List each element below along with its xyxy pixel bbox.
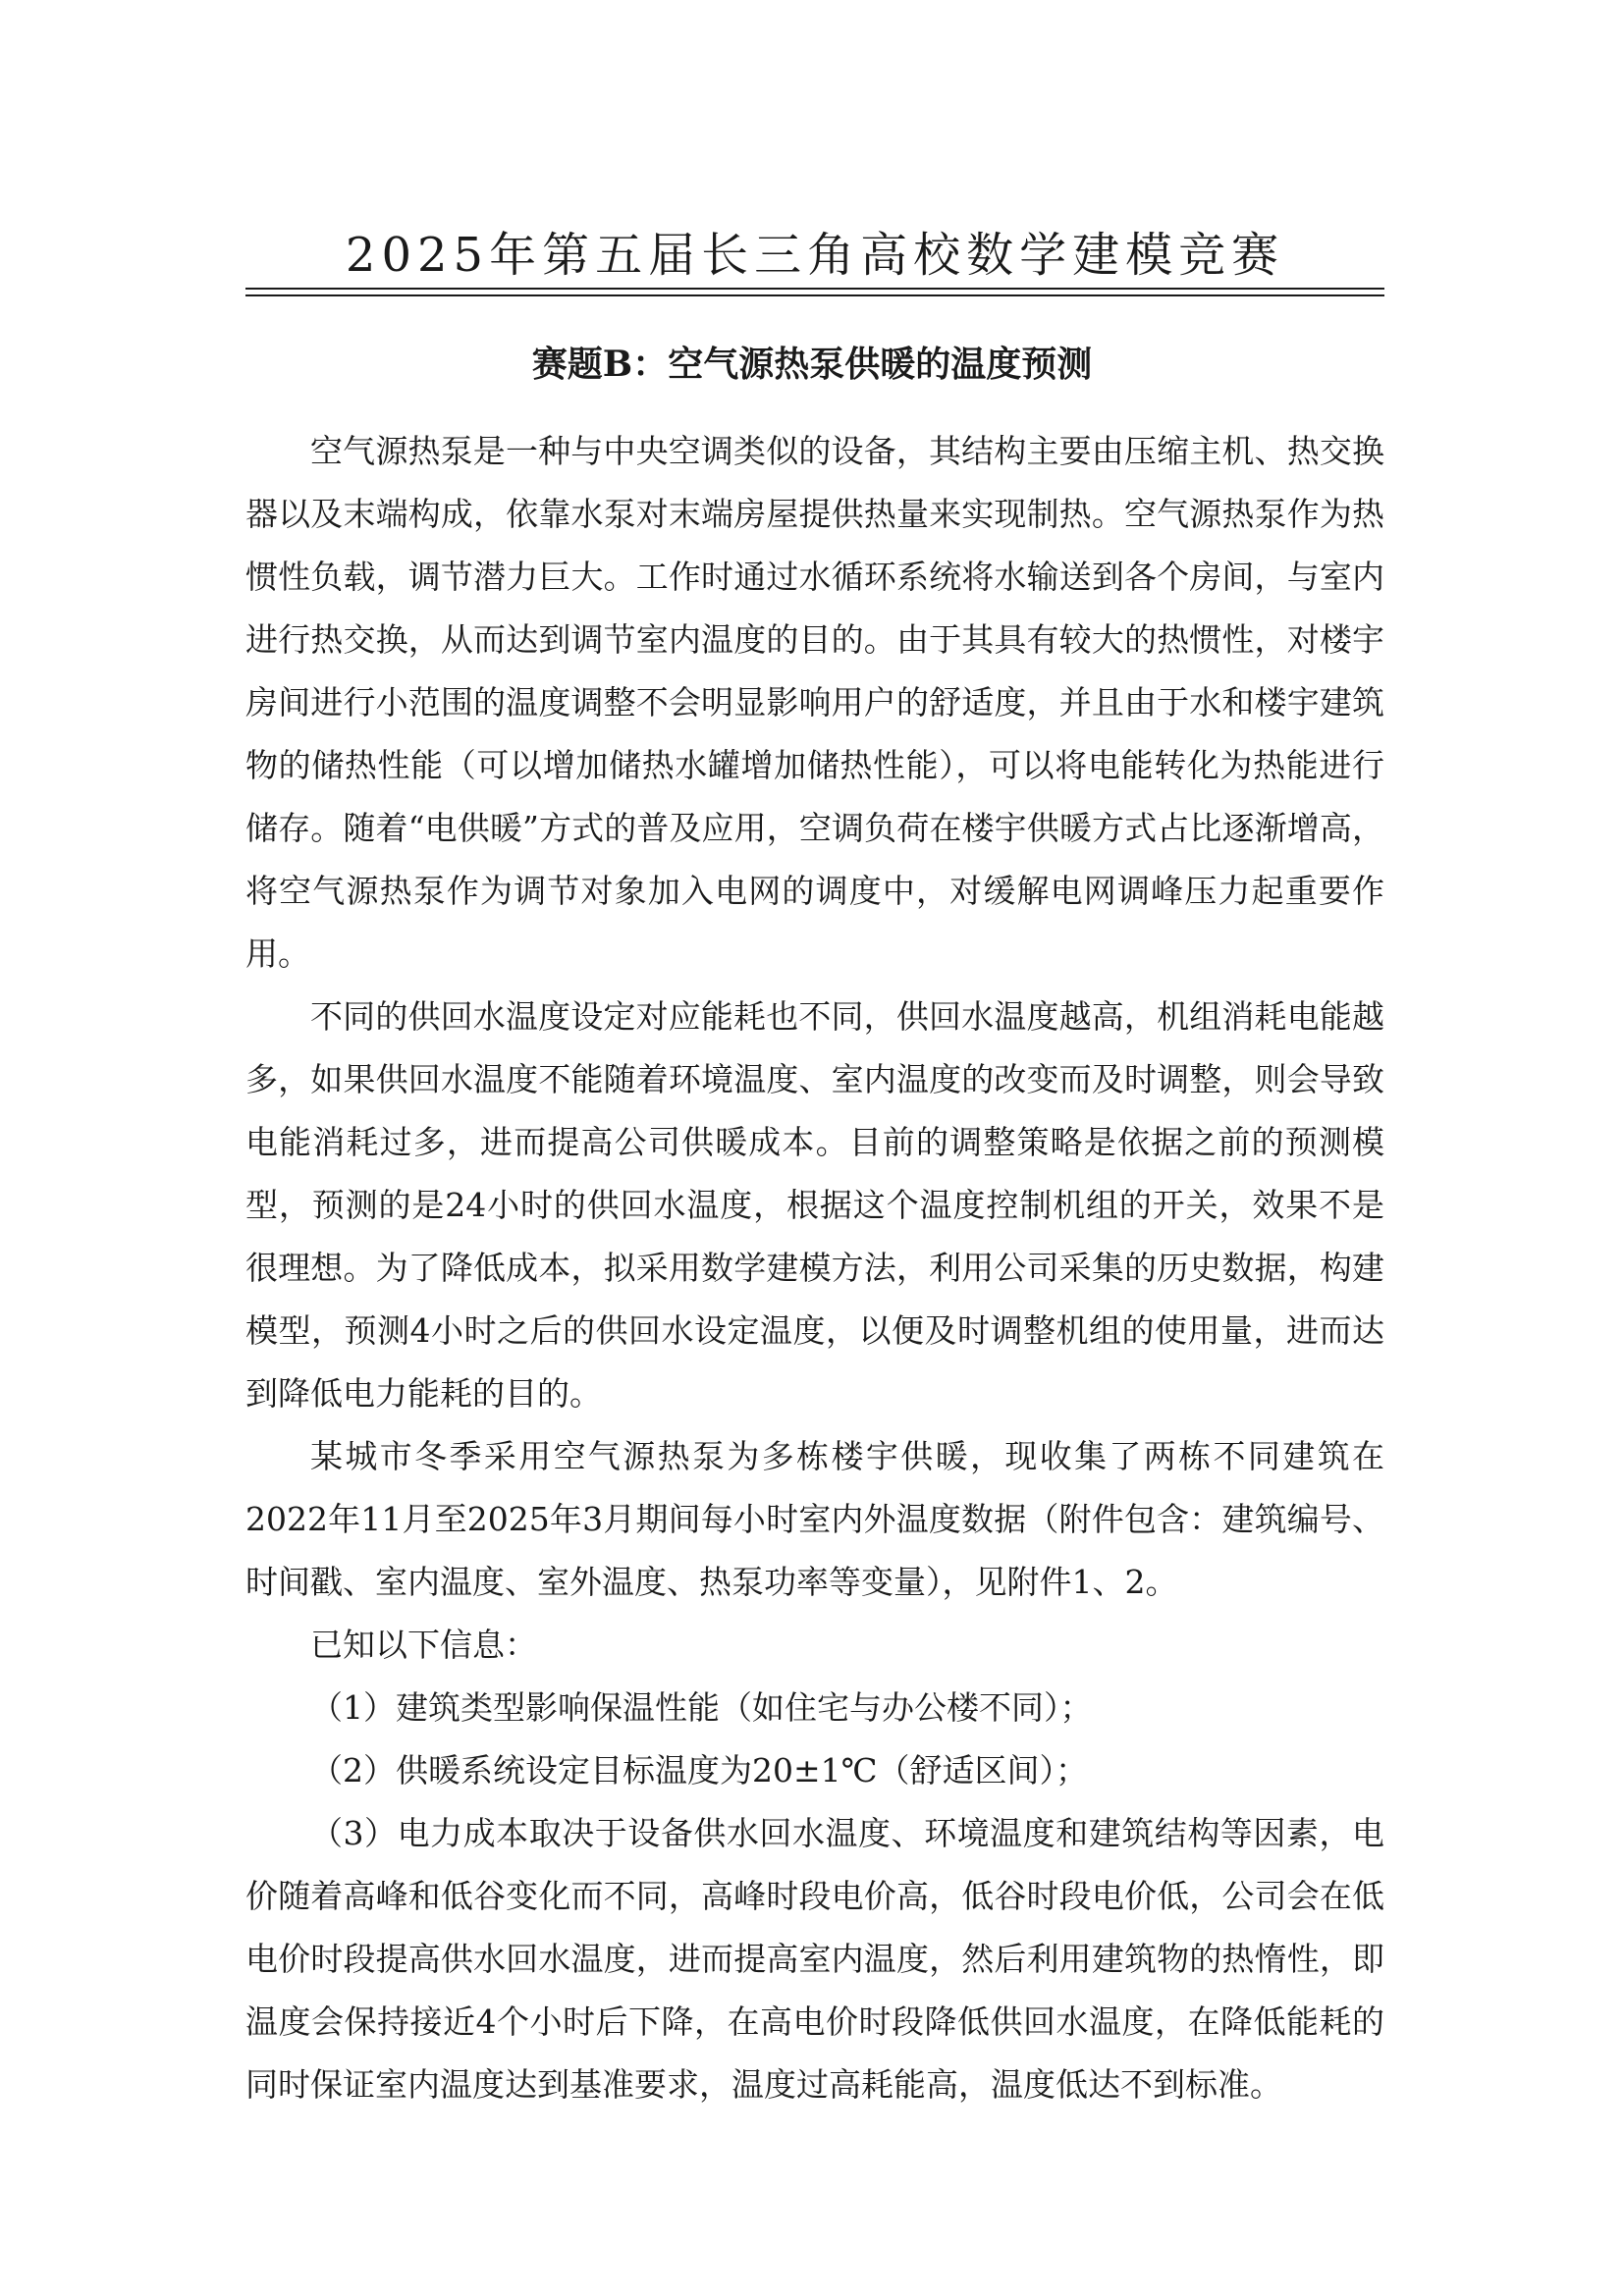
known-item-1: （1）建筑类型影响保温性能（如住宅与办公楼不同）； — [310, 1688, 1093, 1727]
title-underline-bottom — [245, 294, 1384, 296]
known-item-3: （3）电力成本取决于设备供水回水温度、环境温度和建筑结构等因素，电价随着高峰和低谷变化而不同，高峰时段电价高，低谷时段电价低，公司会在低电价时段提高供水回水温度，进而提高室内温度，然后利用建筑物的热惰性，即温度会保持接近4个小时后下降，在高电价时段降低供回水温度，在降低能耗的同时保证室内温度达到基准要求，温度过高耗能高，温度低达不到标准。 — [245, 1814, 1384, 2104]
problem-subtitle: 赛题B：空气源热泵供暖的温度预测 — [531, 344, 1093, 385]
document-title: 2025年第五届长三角高校数学建模竞赛 — [345, 228, 1285, 283]
title-underline-top — [245, 288, 1384, 290]
paragraph-problem: 不同的供回水温度设定对应能耗也不同，供回水温度越高，机组消耗电能越多，如果供回水温度不能随着环境温度、室内温度的改变而及时调整，则会导致电能消耗过多，进而提高公司供暖成本。目前的调整策略是依据之前的预测模型，预测的是24小时的供回水温度，根据这个温度控制机组的开关，效果不是很理想。为了降低成本，拟采用数学建模方法，利用公司采集的历史数据，构建模型，预测4小时之后的供回水设定温度，以便及时调整机组的使用量，进而达到降低电力能耗的目的。 — [245, 997, 1384, 1413]
paragraph-data: 某城市冬季采用空气源热泵为多栋楼宇供暖，现收集了两栋不同建筑在2022年11月至2025年3月期间每小时室内外温度数据（附件包含：建筑编号、时间戳、室内温度、室外温度、热泵功率等变量），见附件1、2。 — [245, 1437, 1384, 1601]
document-body — [245, 420, 1384, 2116]
known-item-2: （2）供暖系统设定目标温度为20±1℃（舒适区间）； — [310, 1751, 1089, 1789]
known-info-heading: 已知以下信息： — [310, 1626, 537, 1664]
paragraph-intro: 空气源热泵是一种与中央空调类似的设备，其结构主要由压缩主机、热交换器以及末端构成，依靠水泵对末端房屋提供热量来实现制热。空气源热泵作为热惯性负载，调节潜力巨大。工作时通过水循环系统将水输送到各个房间，与室内进行热交换，从而达到调节室内温度的目的。由于其具有较大的热惯性，对楼宇房间进行小范围的温度调整不会明显影响用户的舒适度，并且由于水和楼宇建筑物的储热性能（可以增加储热水罐增加储热性能），可以将电能转化为热能进行储存。随着“电供暖”方式的普及应用，空调负荷在楼宇供暖方式占比逐渐增高，将空气源热泵作为调节对象加入电网的调度中，对缓解电网调峰压力起重要作用。 — [245, 432, 1384, 973]
